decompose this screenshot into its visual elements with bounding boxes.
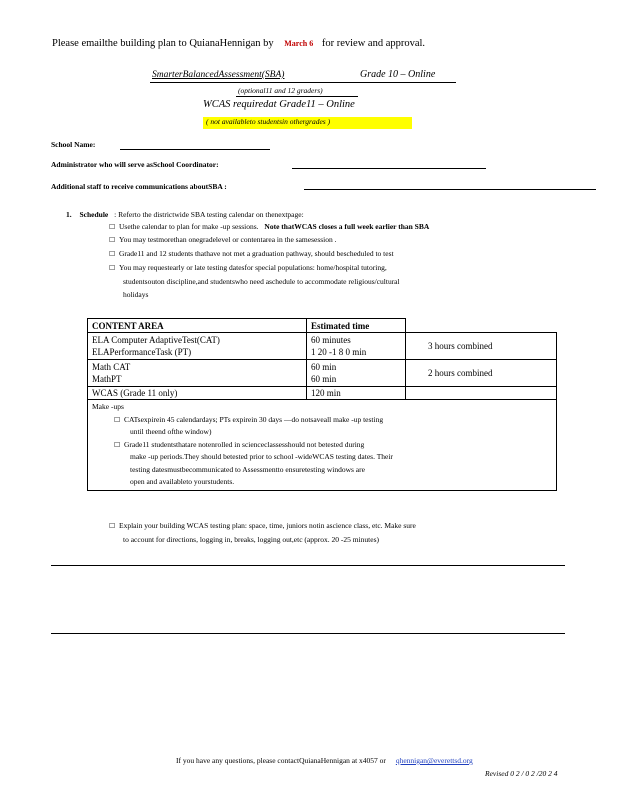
time-cell: 60 minutes [311, 335, 351, 345]
ela-combined: 3 hours combined [406, 333, 557, 360]
table-row-math [88, 360, 557, 387]
makeups-label: Make -ups [92, 402, 124, 411]
makeup-bullet-2-cont: open and availableto yourstudents. [130, 477, 235, 486]
intro-line [52, 38, 425, 49]
makeup-bullet-2-cont: make -up periods.They should betested prior to school -wideWCAS testing dates. Their [130, 452, 393, 461]
title-grade: Grade 10 – Online [360, 69, 436, 80]
checkbox-bullet-icon: ☐ [109, 250, 116, 258]
revised-date: Revised 0 2 / 0 2 /20 2 4 [485, 769, 558, 778]
title-underline [150, 82, 456, 83]
additional-staff-label: Additional staff to receive communications aboutSBA : [51, 182, 227, 191]
administrator-field[interactable] [292, 168, 486, 169]
table-row: Math CAT [92, 362, 131, 372]
table-row-makeups [88, 400, 557, 491]
title-optional: (optional11 and 12 graders) [238, 86, 323, 95]
bullet-4-text: You may requestearly or late testing datesfor special populations: home/hospital tutoring, [119, 263, 387, 272]
explain-line-2: to account for directions, logging in, breaks, logging out,etc (approx. 20 -25 minutes) [123, 535, 379, 544]
schedule-lead: : Referto the districtwide SBA testing calendar on thenextpage: [114, 210, 304, 219]
content-area-table [87, 318, 557, 491]
ela-area-cell [88, 333, 307, 360]
footer-text: If you have any questions, please contactQuianaHennigan at x4057 or [176, 756, 386, 765]
schedule-section [66, 210, 304, 219]
schedule-bullet-4 [109, 263, 387, 272]
optional-underline [236, 96, 358, 97]
explain-plan [109, 521, 416, 530]
table-header-row [88, 319, 557, 333]
intro-text-1: Please emailthe building plan to QuianaHennigan by [52, 38, 274, 49]
table-row-ela [88, 333, 557, 360]
intro-text-2: for review and approval. [321, 38, 426, 49]
table-row: ELA Computer AdaptiveTest(CAT) [92, 335, 220, 345]
ela-time-cell [307, 333, 406, 360]
schedule-heading: Schedule [79, 210, 109, 219]
makeup-bullet-1: CATsexpirein 45 calendardays; PTs expirein 30 days —do notsaveall make -up testing [124, 414, 384, 424]
time-cell: 120 min [307, 387, 406, 400]
bullet-4-cont-1: studentsouton discipline,and studentswho need aschedule to accommodate religious/cultural [123, 277, 400, 286]
additional-staff-field[interactable] [304, 189, 596, 190]
checkbox-bullet-icon: ☐ [109, 264, 116, 272]
bullet-4-cont-2: holidays [123, 290, 149, 299]
school-name-field[interactable] [120, 149, 270, 150]
time-cell: 60 min [311, 362, 337, 372]
checkbox-bullet-icon: ☐ [114, 440, 121, 449]
makeups-cell [88, 400, 557, 491]
header-estimated-time: Estimated time [307, 319, 406, 333]
checkbox-bullet-icon: ☐ [109, 223, 116, 231]
table-row: ELAPerformanceTask (PT) [92, 347, 192, 357]
time-cell: 1 20 -1 8 0 min [311, 347, 367, 357]
school-name-label: School Name: [51, 140, 96, 149]
header-content-area: CONTENT AREA [88, 319, 307, 333]
table-row: MathPT [92, 374, 122, 384]
bullet-2-text: You may testmorethan onegradelevel or contentarea in the samesession . [119, 235, 337, 244]
makeup-bullet-2: Grade11 studentsthatare notenrolled in scienceclassesshould not betested during [124, 439, 365, 449]
footer-contact [176, 756, 473, 765]
explain-line-1: Explain your building WCAS testing plan: space, time, juniors notin ascience class, etc. Make sure [119, 521, 416, 530]
contact-email-link[interactable]: qhennigan@everettsd.org [395, 756, 473, 765]
response-line-1[interactable] [51, 565, 565, 566]
makeup-bullet-2-cont: testing datesmustbecommunicated to Assessmentto ensuretesting windows are [130, 464, 365, 474]
title-not-available: ( not availableto studentsin othergrades ) [203, 117, 412, 129]
math-combined: 2 hours combined [406, 360, 557, 387]
math-area-cell [88, 360, 307, 387]
checkbox-bullet-icon: ☐ [109, 522, 116, 530]
schedule-number: 1. [66, 210, 72, 219]
makeup-bullet-1-cont: until theend ofthe window) [130, 427, 212, 436]
checkbox-bullet-icon: ☐ [109, 236, 116, 244]
bullet-3-text: Grade11 and 12 students thathave not met a graduation pathway, should bescheduled to test [119, 249, 394, 258]
title-wcas: WCAS requiredat Grade11 – Online [203, 99, 355, 110]
schedule-bullet-1 [109, 222, 429, 231]
schedule-bullet-2 [109, 235, 337, 244]
title-line-1 [152, 70, 284, 80]
bullet-1-text: Usethe calendar to plan for make -up sessions. [119, 222, 259, 231]
table-row-wcas [88, 387, 557, 400]
time-cell: 60 min [311, 374, 337, 384]
table-row: WCAS (Grade 11 only) [88, 387, 307, 400]
due-date: March 6 [284, 39, 314, 48]
bullet-1-note: Note thatWCAS closes a full week earlier than SBA [264, 222, 430, 231]
response-line-2[interactable] [51, 633, 565, 634]
title-sba: SmarterBalancedAssessment(SBA) [152, 70, 285, 80]
administrator-label: Administrator who will serve asSchool Coordinator: [51, 160, 219, 169]
checkbox-bullet-icon: ☐ [114, 415, 121, 424]
math-time-cell [307, 360, 406, 387]
schedule-bullet-3 [109, 249, 394, 258]
